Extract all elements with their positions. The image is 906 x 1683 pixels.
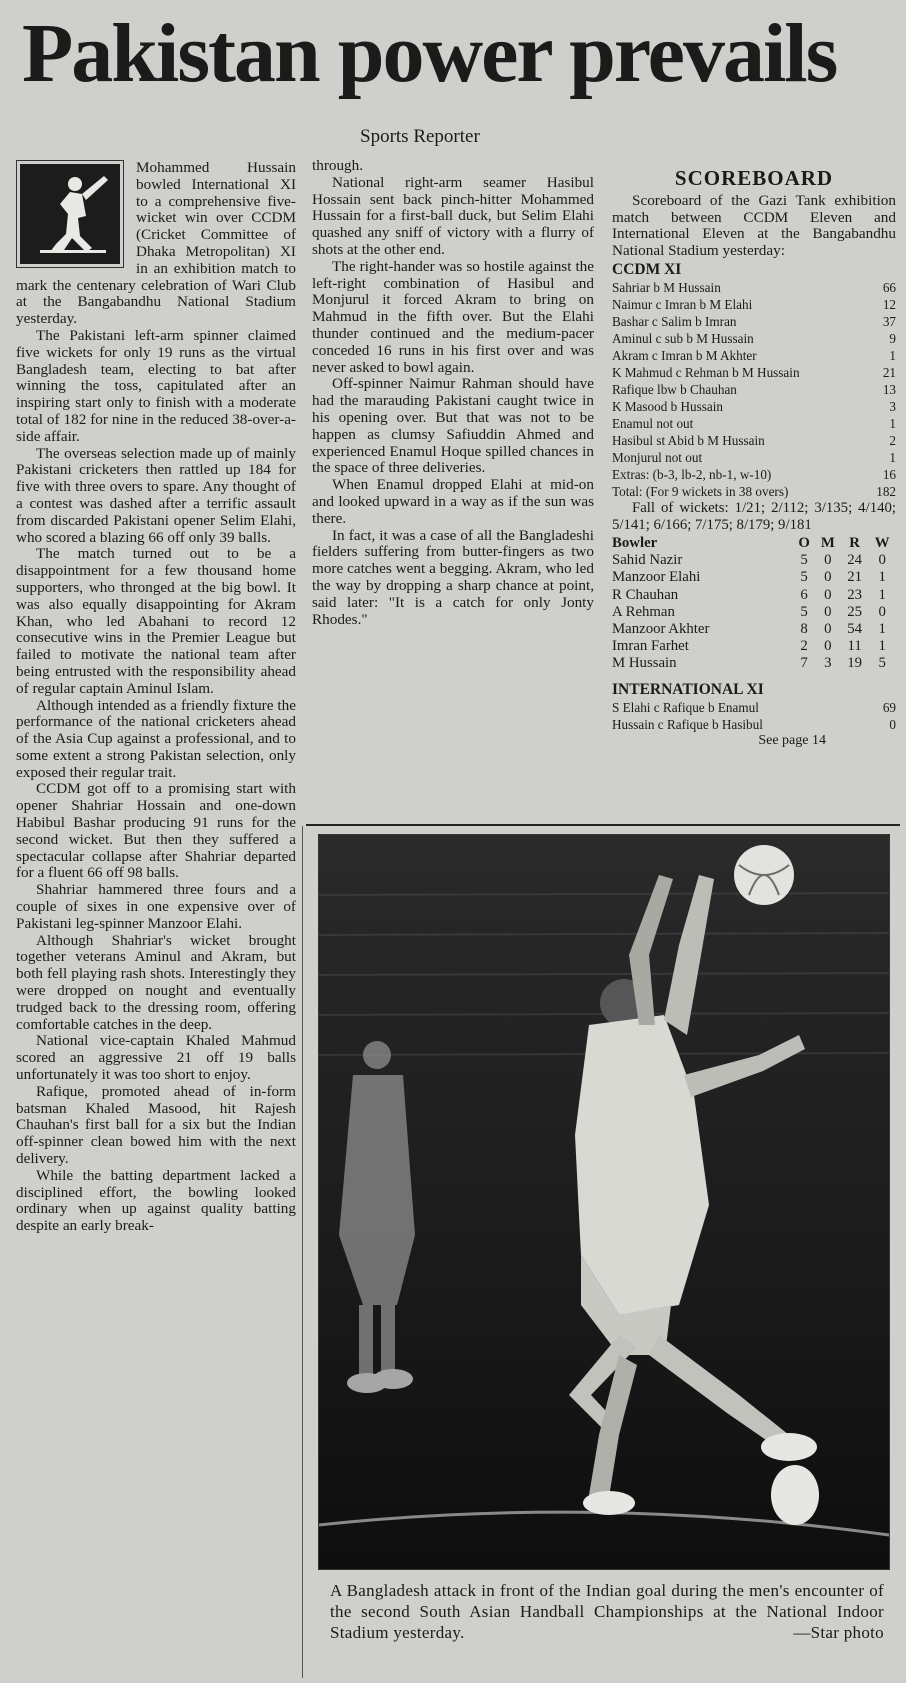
runs: 21 [882,365,896,380]
bowler-name: M Hussain [612,655,677,672]
runs-conceded: 25 [847,603,863,620]
extras-row [612,466,896,483]
runs: 3 [889,399,896,414]
runs: 1 [889,348,896,363]
paragraph: Off-spinner Naimur Rahman should have had the marauding Pakistani caught twice in his opening over. But that was not to be happen as clumsy Safiuddin Ahmed and experienced Enamul Hoque spilled chances in the space of three deliveries. [312,375,594,477]
extras-label: Extras: (b-3, lb-2, nb-1, w-10) [612,467,772,482]
runs-conceded: 21 [847,569,863,586]
batting-row [612,347,896,364]
column-header: R [849,535,860,551]
batsman-entry: Hussain c Rafique b Hasibul [612,716,763,732]
batsman-silhouette-icon [20,164,120,264]
batting-row [612,364,896,381]
photo-credit: —Star photo [793,1623,884,1642]
maidens: 0 [824,569,832,586]
batting-row [612,415,896,432]
paragraph: Although intended as a friendly fixture the performance of the national cricketers ahead of the Asia Cup against a professional, and to some extent a strong Pakistan selection, only exposed their regular trait. [16,696,296,781]
runs-conceded: 19 [847,655,863,672]
maidens: 0 [824,552,832,569]
fall-of-wickets: Fall of wickets: 1/21; 2/112; 3/135; 4/140; 5/141; 6/166; 7/175; 8/179; 9/181 [612,500,896,533]
batsman-entry: Hasibul st Abid b M Hussain [612,433,765,448]
paragraph: While the batting department lacked a disciplined effort, the bowling looked ordinary when up against quality batting despite an early break- [16,1166,296,1235]
bowler-name: Sahid Nazir [612,552,683,569]
bowling-row [612,552,896,569]
bowler-name: Manzoor Elahi [612,569,701,586]
bowling-table [612,535,896,673]
batting-list [612,279,896,500]
scoreboard-title: SCOREBOARD [674,166,834,190]
divider [302,826,303,1678]
team-name: CCDM XI [612,261,682,278]
bowling-row [612,569,896,586]
overs: 5 [800,603,808,620]
paragraph: Although Shahriar's wicket brought together veterans Aminul and Akram, but both fell playing rash shots. Interestingly they were dropped on nought and eventually trudged back to the dressing room, offering comfortable catches in the deep. [16,931,296,1033]
handball-photo [318,834,890,1570]
paragraph: The match turned out to be a disappointment for a few thousand home supporters, who thronged at the big bowl. It was also equally disappointing for Akram Khan, who led Abahani to record 12 consecutive wins in the Premier League but failed to motivate the national team after being entrusted with the responsibility ahead of regular captain Aminul Islam. [16,545,296,697]
bowling-header-row [612,535,896,552]
batting-row [612,381,896,398]
column-header: M [820,535,835,551]
article-column-1 [16,160,296,1670]
cricket-batsman-logo [16,160,124,268]
column-header: W [874,535,890,551]
maidens: 0 [824,638,832,655]
batsman-entry: Enamul not out [612,416,694,431]
maidens: 0 [824,586,832,603]
wickets: 0 [878,552,886,569]
wickets: 5 [878,655,886,672]
runs: 37 [882,314,896,329]
batsman-entry: Akram c Imran b M Akhter [612,348,757,363]
overs: 8 [800,621,808,638]
batsman-entry: Naimur c Imran b M Elahi [612,297,753,312]
overs: 5 [800,552,808,569]
paragraph: The Pakistani left-arm spinner claimed five wickets for only 19 runs as the virtual Bangladesh team, electing to bat after winning the toss, capitulated after an inspiring start only to finish with a moderate total of 182 for nine in the reduced 38-over-a-side affair. [16,326,296,445]
bowling-row [612,655,896,672]
total-runs: 182 [876,484,896,499]
batting-row [612,296,896,313]
runs: 12 [882,297,896,312]
runs: 9 [889,331,896,346]
paragraph: Rafique, promoted ahead of in-form batsman Khaled Masood, hit Rajesh Chauhan's first ball for a six but the Indian off-spinner clean bowed him with the next delivery. [16,1082,296,1168]
batsman-entry: Sahriar b M Hussain [612,280,721,295]
wickets: 1 [878,638,886,655]
batting-row [612,449,896,466]
maidens: 0 [824,603,832,620]
bowler-name: A Rehman [612,603,675,620]
wickets: 0 [878,603,886,620]
team-name: INTERNATIONAL XI [612,680,764,698]
runs: 1 [889,450,896,465]
scoreboard-intro: Scoreboard of the Gazi Tank exhibition match between CCDM Eleven and International Eleven at the Bangabandhu National Stadium yesterday: [612,192,896,259]
batsman-entry: Rafique lbw b Chauhan [612,382,737,397]
wickets: 1 [878,621,886,638]
column-header: Bowler [612,535,658,551]
extras-runs: 16 [882,467,896,482]
maidens: 0 [824,621,832,638]
runs: 1 [889,416,896,431]
bowler-name: Imran Farhet [612,638,689,655]
paragraph: Mohammed Hussain bowled International XI to a comprehensive five-wicket win over CCDM (Cricket Committee of Dhaka Metropolitan) XI in an exhibition match to mark the centenary celebration of Wari Club at the Bangabandhu National Stadium yesterday. [16,160,296,328]
total-row [612,483,896,500]
batting-row [612,699,896,716]
paragraph: CCDM got off to a promising start with opener Shahriar Hossain and one-down Habibul Bashar producing 91 runs for the second wicket. But then they suffered a spectacular collapse after Shahriar departed for a fluent 66 off 98 balls. [16,780,296,882]
paragraph: When Enamul dropped Elahi at mid-on and looked upward in a way as if the sun was there. [312,476,594,527]
runs: 0 [889,716,896,732]
column-header: O [798,535,810,551]
runs-conceded: 11 [847,638,862,655]
runs: 2 [889,433,896,448]
continued-reference: See page 14 [758,732,826,748]
total-label: Total: (For 9 wickets in 38 overs) [612,484,789,499]
batting-row [612,432,896,449]
overs: 7 [800,655,808,672]
photo-caption [330,1580,884,1643]
divider [306,824,900,826]
paragraph: Shahriar hammered three fours and a couple of sixes in one expensive over of Pakistani leg-spinner Manzoor Elahi. [16,881,296,932]
paragraph: through. [312,158,364,174]
runs-conceded: 23 [847,586,863,603]
runs-conceded: 54 [847,621,863,638]
caption-text: A Bangladesh attack in front of the Indian goal during the men's encounter of the second South Asian Handball Championships at the National Indoor Stadium yesterday. [330,1581,884,1642]
batting-row [612,313,896,330]
scoreboard [612,166,896,749]
wickets: 1 [878,586,886,603]
maidens: 3 [824,655,832,672]
batting-row [612,398,896,415]
batsman-entry: K Masood b Hussain [612,399,723,414]
bowler-name: R Chauhan [612,586,679,603]
runs-conceded: 24 [847,552,863,569]
byline: Sports Reporter [360,126,480,147]
paragraph: The right-hander was so hostile against the left-right combination of Hasibul and Monjurul it forced Akram to bring on Mahmud in the fifth over. But the Elahi thunder continued and the medium-pacer conceded 16 runs in his first over and was never asked to bowl again. [312,257,594,376]
batsman-entry: K Mahmud c Rehman b M Hussain [612,365,800,380]
batting-row [612,716,896,733]
batsman-entry: Aminul c sub b M Hussain [612,331,754,346]
bowling-row [612,604,896,621]
runs: 69 [882,699,896,715]
headline: Pakistan power prevails [22,7,837,100]
batting-row [612,330,896,347]
overs: 5 [800,569,808,586]
batsman-entry: S Elahi c Rafique b Enamul [612,699,759,715]
batsman-entry: Monjurul not out [612,450,703,465]
runs: 13 [882,382,896,397]
runs: 66 [882,280,896,295]
overs: 2 [800,638,808,655]
paragraph: The overseas selection made up of mainly Pakistani cricketers then rattled up 184 for five with three overs to spare. Any thought of a contest was dashed after a terrific assault from discarded Pakistani opener Selim Elahi, who scored a blazing 66 off only 39 balls. [16,444,296,546]
overs: 6 [800,586,808,603]
paragraph: National vice-captain Khaled Mahmud scored an aggressive 21 off 19 balls unfortunately it was too short to enjoy. [16,1032,296,1084]
paragraph: In fact, it was a case of all the Bangladeshi fielders suffering from butter-fingers as two more catches went a begging. Akram, who led the way by dropping a sharp chance at point, said later: "It is a catch for only Jonty Rhodes." [312,526,594,628]
batting-row [612,279,896,296]
batsman-entry: Bashar c Salim b Imran [612,314,737,329]
bowling-row [612,587,896,604]
bowling-row [612,621,896,638]
wickets: 1 [878,569,886,586]
handball-players-image [319,835,889,1569]
paragraph: National right-arm seamer Hasibul Hossain sent back pinch-hitter Mohammed Hussain for a first-ball duck, but Selim Elahi quashed any sniff of victory with a flurry of shots at the other end. [312,173,594,258]
bowler-name: Manzoor Akhter [612,621,710,638]
article-column-2 [312,158,594,826]
bowling-row [612,638,896,655]
